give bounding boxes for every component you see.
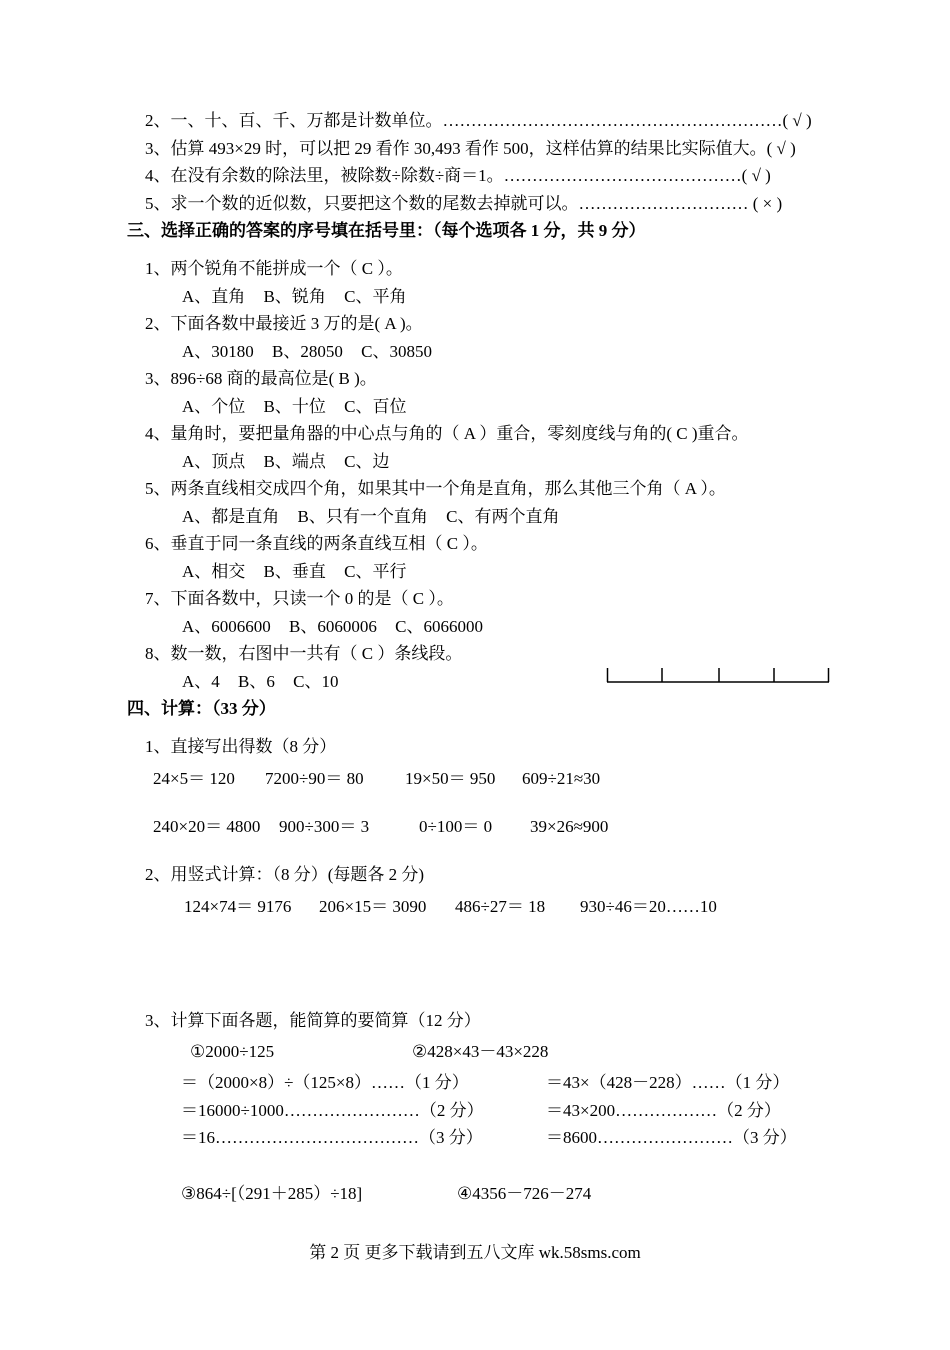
choice-question-7: 7、下面各数中，只读一个 0 的是（ C ）。 xyxy=(145,589,454,608)
calc2-item: 206×15＝ 3090 xyxy=(319,897,427,916)
calc3-right-line: ＝43×200………………（2 分） xyxy=(546,1101,781,1120)
calc3-problem-4: ④4356－726－274 xyxy=(457,1184,592,1203)
calc1-item: 900÷300＝ 3 xyxy=(279,817,370,836)
page-footer: 第 2 页 更多下载请到五八文库 wk.58sms.com xyxy=(309,1243,641,1262)
calc2-title: 2、用竖式计算：（8 分）(每题各 2 分) xyxy=(145,865,425,884)
calc3-problem-3: ③864÷[（291＋285）÷18] xyxy=(181,1184,363,1203)
choice-question-5: 5、两条直线相交成四个角，如果其中一个角是直角，那么其他三个角（ A ）。 xyxy=(145,479,726,498)
choice-options-5: A、都是直角 B、只有一个直角 C、有两个直角 xyxy=(182,507,560,526)
choice-options-8: A、4 B、6 C、10 xyxy=(182,672,339,691)
choice-options-6: A、相交 B、垂直 C、平行 xyxy=(182,562,407,581)
calc1-item: 19×50＝ 950 xyxy=(405,769,496,788)
calc1-item: 7200÷90＝ 80 xyxy=(265,769,364,788)
choice-options-2: A、30180 B、28050 C、30850 xyxy=(182,342,432,361)
calc3-right-line: ＝8600……………………（3 分） xyxy=(546,1128,797,1147)
judge-item-4: 4、在没有余数的除法里，被除数÷除数÷商＝1。……………………………………( √ ) xyxy=(145,166,771,185)
choice-question-2: 2、下面各数中最接近 3 万的是( A )。 xyxy=(145,314,423,333)
choice-options-7: A、6006600 B、6060006 C、6066000 xyxy=(182,617,483,636)
calc3-right-line: ②428×43－43×228 xyxy=(412,1042,549,1061)
calc3-right-line: ＝43×（428－228）……（1 分） xyxy=(546,1073,790,1092)
judge-item-2: 2、一、十、百、千、万都是计数单位。……………………………………………………( √ ) xyxy=(145,111,812,130)
choice-question-3: 3、896÷68 商的最高位是( B )。 xyxy=(145,369,377,388)
judge-item-5: 5、求一个数的近似数，只要把这个数的尾数去掉就可以。………………………… ( × ) xyxy=(145,194,783,213)
choice-question-4: 4、量角时，要把量角器的中心点与角的（ A ）重合，零刻度线与角的( C )重合。 xyxy=(145,424,749,443)
choice-options-4: A、顶点 B、端点 C、边 xyxy=(182,452,390,471)
calc1-title: 1、直接写出得数（8 分） xyxy=(145,737,337,756)
calc3-left-line: ＝（2000×8）÷（125×8）……（1 分） xyxy=(181,1073,469,1092)
calc1-item: 240×20＝ 4800 xyxy=(153,817,261,836)
choice-question-8: 8、数一数，右图中一共有（ C ）条线段。 xyxy=(145,644,463,663)
line-segment-figure xyxy=(606,664,830,684)
calc1-item: 39×26≈900 xyxy=(530,817,609,836)
choice-question-6: 6、垂直于同一条直线的两条直线互相（ C ）。 xyxy=(145,534,488,553)
calc1-item: 24×5＝ 120 xyxy=(153,769,235,788)
calc2-item: 124×74＝ 9176 xyxy=(184,897,292,916)
calc2-item: 486÷27＝ 18 xyxy=(455,897,546,916)
calc3-left-line: ＝16………………………………（3 分） xyxy=(181,1128,483,1147)
choice-options-3: A、个位 B、十位 C、百位 xyxy=(182,397,407,416)
calc2-item: 930÷46＝20……10 xyxy=(580,897,717,916)
calc1-item: 609÷21≈30 xyxy=(522,769,601,788)
section4-title: 四、计算：（33 分） xyxy=(127,699,276,718)
calc3-left-line: ①2000÷125 xyxy=(190,1042,275,1061)
calc3-left-line: ＝16000÷1000……………………（2 分） xyxy=(181,1101,484,1120)
judge-item-3: 3、估算 493×29 时，可以把 29 看作 30,493 看作 500，这样估算的结果比实际值大。( √ ) xyxy=(145,139,796,158)
choice-question-1: 1、两个锐角不能拼成一个（ C ）。 xyxy=(145,259,403,278)
section3-title: 三、选择正确的答案的序号填在括号里：（每个选项各 1 分，共 9 分） xyxy=(127,221,646,240)
choice-options-1: A、直角 B、锐角 C、平角 xyxy=(182,287,407,306)
calc1-item: 0÷100＝ 0 xyxy=(419,817,493,836)
calc3-title: 3、计算下面各题，能简算的要简算（12 分） xyxy=(145,1011,481,1030)
